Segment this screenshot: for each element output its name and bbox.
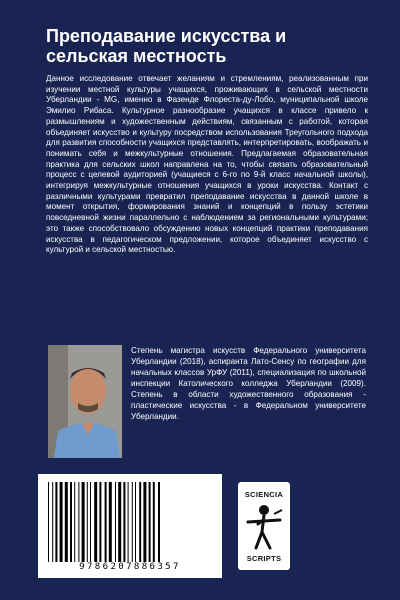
publisher-logo-bottom-text: SCRIPTS	[246, 554, 282, 563]
author-photo	[48, 345, 122, 458]
publisher-logo	[238, 482, 290, 570]
author-bio: Степень магистра искусств Федерального университета Уберландии (2018), аспиранта Лато-Сенсу по географии для начальных классов УрФУ (2011), специализация по школьной инспекции Католического колледжа Уберландии (2009). Степень в области художественного образования - пластические искусства - в Федеральном университете Уберландии.	[131, 346, 366, 421]
isbn-number: 9786207886357	[79, 562, 181, 572]
isbn-barcode	[38, 474, 222, 578]
book-title: Преподавание искусства и сельская местность	[46, 26, 287, 66]
book-abstract: Данное исследование отвечает желаниям и стремлениям, реализованным при изучении местной культуры учащихся, проживающих в сельской местности Уберландии - MG, именно в Фазенде Флореста-ду-Лобо, муниципальной школе Эмилио Рибаса. Культурное разнообразие учащихся в классе привело к размышлениям и художественным действиям, связанным с работой, которая объединяет искусство и культуру посредством использования Треугольного подхода для развития способности учащихся представлять, интерпретировать, воображать и понимать себя и межкультурные отношения. Предлагаемая образовательная практика для сельских школ направлена на то, чтобы связать образовательный процесс с целевой аудиторией (учащиеся с 6-го по 9-й класс начальной школы), интегрируя межкультурные отношения учащихся в уроки искусства. Контакт с различными культурами превратил преподавание искусства в данной школе в момент открытия, формирования знаний и концепций в пользу эстетики повседневной жизни параллельно с наблюдением за региональными культурами; это также способствовало обсуждению новых концепций практики преподавания искусства в педагогическом предложении, которое объединяет искусство с культурой и сельской местностью.	[46, 74, 368, 255]
author-portrait-image	[48, 345, 122, 458]
scientist-figure-icon	[244, 500, 284, 552]
publisher-logo-top-text: SCIENCIA	[244, 490, 284, 499]
barcode-bars	[46, 482, 214, 562]
